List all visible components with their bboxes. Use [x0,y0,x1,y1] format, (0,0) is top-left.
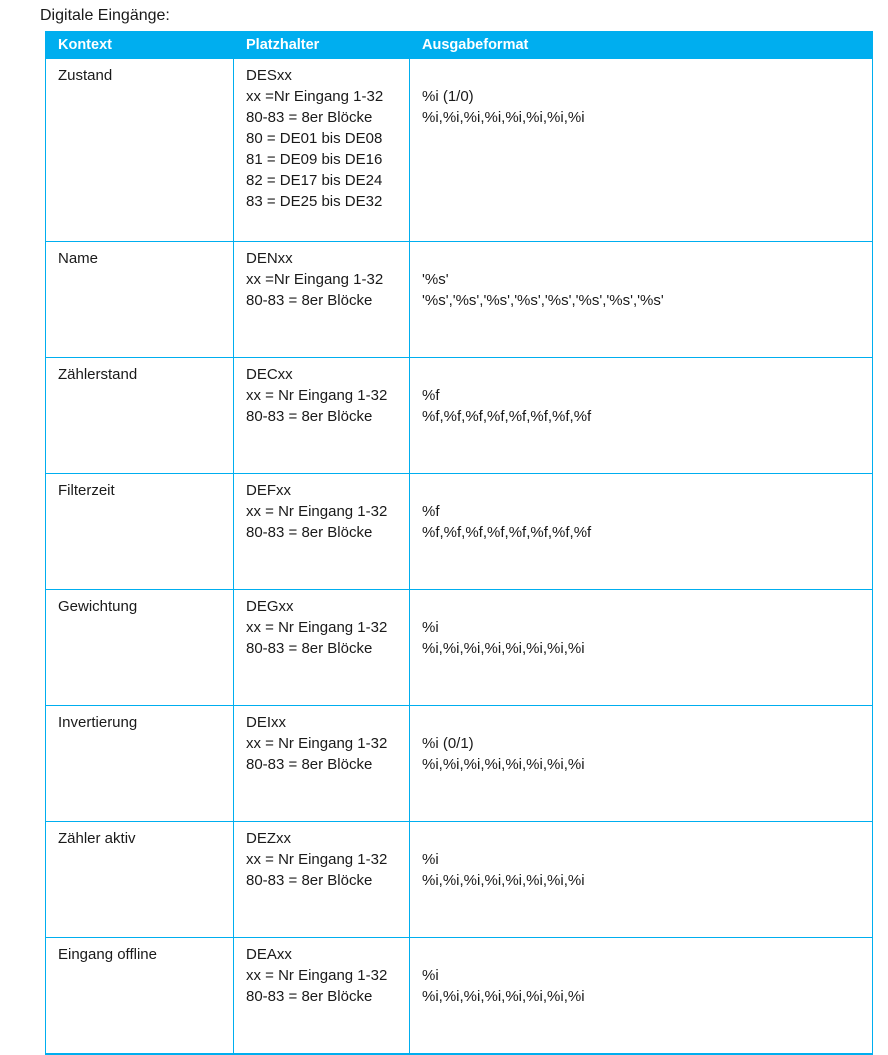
ausgabeformat-cell [410,590,873,706]
ausgabeformat-cell [410,822,873,938]
platzhalter-line: xx =Nr Eingang 1-32 [246,271,384,288]
table-body [46,59,873,1055]
format-line: %i (1/0) [422,88,474,105]
format-line: %i (0/1) [422,735,474,752]
platzhalter-line: xx = Nr Eingang 1-32 [246,967,388,984]
format-line: %i,%i,%i,%i,%i,%i,%i,%i [422,109,585,126]
format-line: %i,%i,%i,%i,%i,%i,%i,%i [422,756,585,773]
platzhalter-line: DESxx [246,67,292,84]
table-row [46,822,873,938]
table-header-row [46,32,873,59]
ausgabeformat-cell [410,474,873,590]
platzhalter-cell [234,474,410,590]
col-header-platzhalter: Platzhalter [234,32,410,59]
format-line: '%s' [422,271,449,288]
kontext-cell: Eingang offline [46,938,234,1055]
platzhalter-line: DEZxx [246,830,291,847]
platzhalter-cell [234,358,410,474]
platzhalter-line: 83 = DE25 bis DE32 [246,193,383,210]
digital-inputs-table [45,31,873,1055]
col-header-ausgabeformat: Ausgabeformat [410,32,873,59]
kontext-cell: Invertierung [46,706,234,822]
platzhalter-line: 80-83 = 8er Blöcke [246,640,373,657]
format-line: %f,%f,%f,%f,%f,%f,%f,%f [422,408,592,425]
kontext-cell: Filterzeit [46,474,234,590]
platzhalter-line: DEGxx [246,598,294,615]
kontext-cell: Zählerstand [46,358,234,474]
platzhalter-line: xx =Nr Eingang 1-32 [246,88,384,105]
format-line: %i [422,967,439,984]
ausgabeformat-cell [410,358,873,474]
format-line: %f [422,387,440,404]
format-line: %i,%i,%i,%i,%i,%i,%i,%i [422,988,585,1005]
table-row [46,938,873,1055]
platzhalter-cell [234,590,410,706]
platzhalter-cell [234,706,410,822]
platzhalter-cell [234,822,410,938]
ausgabeformat-cell [410,242,873,358]
platzhalter-line: xx = Nr Eingang 1-32 [246,735,388,752]
format-line: %f,%f,%f,%f,%f,%f,%f,%f [422,524,592,541]
ausgabeformat-cell [410,59,873,242]
platzhalter-cell [234,242,410,358]
format-line: %i [422,851,439,868]
platzhalter-line: DEAxx [246,946,292,963]
platzhalter-line: 80-83 = 8er Blöcke [246,524,373,541]
platzhalter-cell [234,938,410,1055]
platzhalter-line: 80-83 = 8er Blöcke [246,292,373,309]
platzhalter-line: 80-83 = 8er Blöcke [246,408,373,425]
format-line: %i [422,619,439,636]
platzhalter-line: DECxx [246,366,293,383]
platzhalter-line: xx = Nr Eingang 1-32 [246,503,388,520]
table-row [46,59,873,242]
format-line: %i,%i,%i,%i,%i,%i,%i,%i [422,872,585,889]
platzhalter-line: xx = Nr Eingang 1-32 [246,619,388,636]
table-row [46,706,873,822]
platzhalter-line: xx = Nr Eingang 1-32 [246,851,388,868]
page-title: Digitale Eingänge: [40,7,170,24]
table-row [46,242,873,358]
platzhalter-line: 80-83 = 8er Blöcke [246,988,373,1005]
col-header-kontext: Kontext [46,32,234,59]
table-row [46,590,873,706]
table-row [46,474,873,590]
kontext-cell: Name [46,242,234,358]
platzhalter-line: 80 = DE01 bis DE08 [246,130,383,147]
ausgabeformat-cell [410,706,873,822]
platzhalter-line: DENxx [246,250,293,267]
platzhalter-line: 81 = DE09 bis DE16 [246,151,383,168]
platzhalter-line: xx = Nr Eingang 1-32 [246,387,388,404]
format-line: '%s','%s','%s','%s','%s','%s','%s','%s' [422,292,664,309]
kontext-cell: Zustand [46,59,234,242]
platzhalter-cell [234,59,410,242]
platzhalter-line: 80-83 = 8er Blöcke [246,872,373,889]
platzhalter-line: DEFxx [246,482,291,499]
kontext-cell: Zähler aktiv [46,822,234,938]
platzhalter-line: 82 = DE17 bis DE24 [246,172,383,189]
platzhalter-line: 80-83 = 8er Blöcke [246,756,373,773]
platzhalter-line: 80-83 = 8er Blöcke [246,109,373,126]
ausgabeformat-cell [410,938,873,1055]
format-line: %f [422,503,440,520]
format-line: %i,%i,%i,%i,%i,%i,%i,%i [422,640,585,657]
kontext-cell: Gewichtung [46,590,234,706]
table-row [46,358,873,474]
platzhalter-line: DEIxx [246,714,287,731]
